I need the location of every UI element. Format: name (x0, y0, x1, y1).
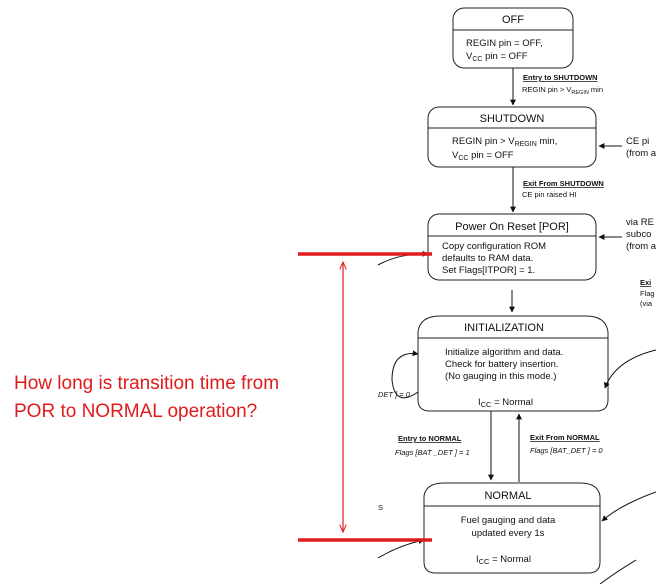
off-title: OFF (502, 14, 524, 26)
shutdown-line2: $V_{CC}$ pin = OFF (452, 150, 514, 162)
side-via: (via (640, 299, 653, 308)
entry-normal-cond: Flags [BAT _DET ] = 1 (395, 448, 470, 457)
shutdown-line1: REGIN pin > $V_{REGIN}$ min, (452, 136, 558, 148)
normal-icc: $I_{CC}$ = Normal (476, 554, 531, 566)
init-title: INITIALIZATION (464, 322, 544, 334)
side-ce-line1: CE pi (626, 136, 650, 147)
exit-normal-label: Exit From NORMAL (530, 433, 600, 442)
init-line3: (No gauging in this mode.) (445, 371, 557, 382)
side-exi: Exi (640, 278, 652, 287)
arrow-normal-exit-right (600, 560, 636, 584)
question-line1: How long is transition time from (14, 373, 280, 394)
exit-shutdown-cond: CE pin raised HI (522, 190, 577, 199)
exit-normal-cond: Flags [BAT_DET ] = 0 (530, 446, 603, 455)
side-via-line2: subco (626, 229, 652, 240)
init-icc: $I_{CC}$ = Normal (478, 397, 533, 409)
normal-title: NORMAL (484, 490, 532, 502)
init-line2: Check for battery insertion. (445, 359, 559, 370)
por-title: Power On Reset [POR] (455, 221, 569, 233)
state-off (453, 8, 573, 68)
question-line2: POR to NORMAL operation? (14, 401, 258, 422)
arrow-right-to-init (605, 350, 656, 388)
shutdown-title: SHUTDOWN (479, 113, 545, 125)
side-det: DET ] = 0 (378, 390, 410, 399)
side-via-line3: (from a (626, 241, 656, 252)
side-via-line1: via RE (626, 217, 654, 228)
arrow-right-to-normal (602, 492, 656, 521)
por-line3: Set Flags[ITPOR] = 1. (442, 265, 536, 276)
off-line1: REGIN pin = OFF, (466, 38, 543, 49)
off-line2: $V_{CC}$ pin = OFF (466, 51, 528, 63)
init-line1: Initialize algorithm and data. (445, 347, 564, 358)
side-ce-line2: (from a (626, 148, 656, 159)
normal-line2: updated every 1s (471, 528, 545, 539)
exit-shutdown-label: Exit From SHUTDOWN (523, 179, 604, 188)
state-shutdown (428, 107, 596, 167)
state-normal (424, 483, 600, 573)
side-s: S (378, 503, 384, 512)
arrow-left-to-normal (378, 540, 424, 558)
por-line2: defaults to RAM data. (442, 253, 534, 264)
normal-line1: Fuel gauging and data (460, 515, 556, 526)
entry-shutdown-cond: REGIN pin > $V_{REGIN}$ min (522, 85, 603, 96)
state-initialization (418, 316, 608, 411)
por-line1: Copy configuration ROM (442, 241, 547, 252)
side-flag: Flag (640, 289, 655, 298)
state-por (428, 214, 596, 280)
entry-shutdown-label: Entry to SHUTDOWN (523, 73, 598, 82)
entry-normal-label: Entry to NORMAL (398, 434, 462, 443)
